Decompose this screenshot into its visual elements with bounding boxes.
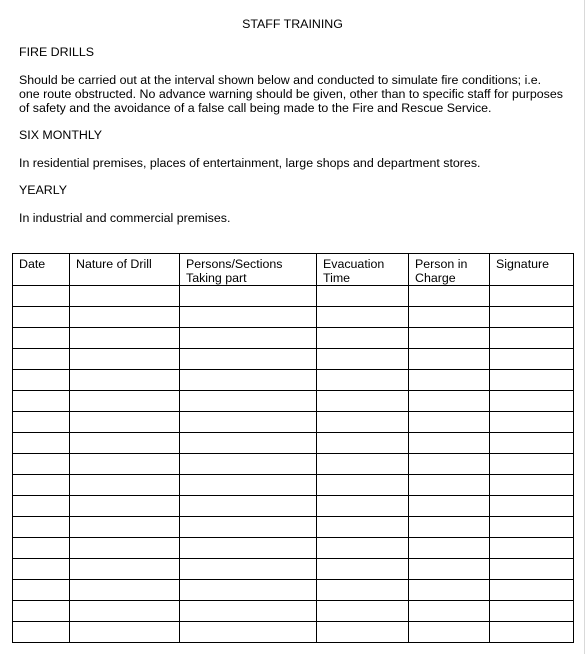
cell-persons-sections — [180, 517, 317, 538]
cell-signature — [490, 286, 574, 307]
six-monthly-heading: SIX MONTHLY — [19, 128, 103, 142]
cell-signature — [490, 496, 574, 517]
cell-date — [13, 517, 70, 538]
cell-persons-sections — [180, 307, 317, 328]
table-row — [13, 433, 574, 454]
cell-evacuation-time — [317, 307, 409, 328]
cell-date — [13, 559, 70, 580]
cell-nature-of-drill — [70, 433, 180, 454]
cell-persons-sections — [180, 328, 317, 349]
table-row — [13, 454, 574, 475]
cell-signature — [490, 412, 574, 433]
cell-persons-sections — [180, 601, 317, 622]
table-row — [13, 328, 574, 349]
cell-person-in-charge — [409, 454, 490, 475]
cell-nature-of-drill — [70, 580, 180, 601]
cell-date — [13, 349, 70, 370]
cell-person-in-charge — [409, 475, 490, 496]
cell-persons-sections — [180, 433, 317, 454]
cell-evacuation-time — [317, 286, 409, 307]
cell-persons-sections — [180, 622, 317, 643]
cell-nature-of-drill — [70, 391, 180, 412]
cell-nature-of-drill — [70, 307, 180, 328]
cell-nature-of-drill — [70, 454, 180, 475]
cell-person-in-charge — [409, 433, 490, 454]
cell-person-in-charge — [409, 601, 490, 622]
column-header-persons-sections: Persons/Sections Taking part — [180, 254, 317, 286]
cell-persons-sections — [180, 496, 317, 517]
document-title: STAFF TRAINING — [242, 17, 343, 31]
fire-drill-log-table — [12, 253, 574, 643]
cell-signature — [490, 370, 574, 391]
cell-date — [13, 286, 70, 307]
cell-evacuation-time — [317, 496, 409, 517]
column-header-evacuation-time: Evacuation Time — [317, 254, 409, 286]
cell-nature-of-drill — [70, 496, 180, 517]
cell-signature — [490, 391, 574, 412]
cell-date — [13, 475, 70, 496]
cell-date — [13, 622, 70, 643]
table-body — [13, 286, 574, 643]
table-row — [13, 538, 574, 559]
cell-person-in-charge — [409, 622, 490, 643]
cell-evacuation-time — [317, 559, 409, 580]
column-header-person-in-charge: Person in Charge — [409, 254, 490, 286]
cell-date — [13, 412, 70, 433]
cell-person-in-charge — [409, 349, 490, 370]
cell-evacuation-time — [317, 454, 409, 475]
cell-evacuation-time — [317, 412, 409, 433]
table-row — [13, 559, 574, 580]
cell-person-in-charge — [409, 328, 490, 349]
cell-person-in-charge — [409, 370, 490, 391]
cell-persons-sections — [180, 391, 317, 412]
cell-nature-of-drill — [70, 349, 180, 370]
cell-signature — [490, 349, 574, 370]
cell-date — [13, 391, 70, 412]
cell-persons-sections — [180, 349, 317, 370]
table-row — [13, 370, 574, 391]
cell-signature — [490, 517, 574, 538]
cell-date — [13, 538, 70, 559]
cell-persons-sections — [180, 454, 317, 475]
cell-persons-sections — [180, 538, 317, 559]
column-header-date: Date — [13, 254, 70, 286]
cell-evacuation-time — [317, 580, 409, 601]
cell-nature-of-drill — [70, 601, 180, 622]
cell-person-in-charge — [409, 496, 490, 517]
cell-signature — [490, 475, 574, 496]
cell-persons-sections — [180, 580, 317, 601]
cell-date — [13, 496, 70, 517]
cell-signature — [490, 433, 574, 454]
cell-person-in-charge — [409, 307, 490, 328]
cell-signature — [490, 307, 574, 328]
cell-date — [13, 370, 70, 391]
cell-date — [13, 433, 70, 454]
cell-person-in-charge — [409, 517, 490, 538]
cell-nature-of-drill — [70, 559, 180, 580]
cell-person-in-charge — [409, 538, 490, 559]
yearly-heading: YEARLY — [19, 183, 67, 197]
cell-person-in-charge — [409, 412, 490, 433]
cell-evacuation-time — [317, 601, 409, 622]
six-monthly-description: In residential premises, places of entertainment, large shops and department stores. — [19, 156, 481, 170]
table-header-row — [13, 254, 574, 286]
fire-drills-description: Should be carried out at the interval shown below and conducted to simulate fire conditions; i.e. one route obstructed. No advance warning should be given, other than to specific staff for purposes of safety and the avoidance of a false call being made to the Fire and Rescue Service. — [19, 73, 563, 115]
cell-nature-of-drill — [70, 622, 180, 643]
cell-persons-sections — [180, 475, 317, 496]
cell-date — [13, 601, 70, 622]
table-row — [13, 349, 574, 370]
fire-drills-heading: FIRE DRILLS — [19, 45, 95, 59]
table-row — [13, 412, 574, 433]
cell-evacuation-time — [317, 370, 409, 391]
cell-nature-of-drill — [70, 412, 180, 433]
cell-person-in-charge — [409, 391, 490, 412]
cell-persons-sections — [180, 370, 317, 391]
table-row — [13, 622, 574, 643]
cell-persons-sections — [180, 286, 317, 307]
cell-evacuation-time — [317, 475, 409, 496]
cell-nature-of-drill — [70, 328, 180, 349]
cell-signature — [490, 538, 574, 559]
cell-evacuation-time — [317, 433, 409, 454]
cell-date — [13, 307, 70, 328]
table-row — [13, 307, 574, 328]
table-row — [13, 580, 574, 601]
cell-signature — [490, 601, 574, 622]
cell-nature-of-drill — [70, 538, 180, 559]
cell-date — [13, 454, 70, 475]
column-header-nature-of-drill: Nature of Drill — [70, 254, 180, 286]
cell-signature — [490, 454, 574, 475]
cell-signature — [490, 328, 574, 349]
cell-evacuation-time — [317, 622, 409, 643]
cell-persons-sections — [180, 559, 317, 580]
cell-signature — [490, 559, 574, 580]
cell-signature — [490, 622, 574, 643]
table-row — [13, 391, 574, 412]
cell-evacuation-time — [317, 538, 409, 559]
cell-date — [13, 580, 70, 601]
table-row — [13, 475, 574, 496]
cell-evacuation-time — [317, 349, 409, 370]
table-row — [13, 496, 574, 517]
table-row — [13, 286, 574, 307]
cell-person-in-charge — [409, 559, 490, 580]
cell-nature-of-drill — [70, 370, 180, 391]
cell-evacuation-time — [317, 328, 409, 349]
cell-person-in-charge — [409, 580, 490, 601]
cell-nature-of-drill — [70, 286, 180, 307]
cell-person-in-charge — [409, 286, 490, 307]
cell-nature-of-drill — [70, 517, 180, 538]
cell-nature-of-drill — [70, 475, 180, 496]
cell-evacuation-time — [317, 517, 409, 538]
cell-signature — [490, 580, 574, 601]
table-row — [13, 601, 574, 622]
yearly-description: In industrial and commercial premises. — [19, 211, 231, 225]
cell-date — [13, 328, 70, 349]
table-row — [13, 517, 574, 538]
cell-persons-sections — [180, 412, 317, 433]
cell-evacuation-time — [317, 391, 409, 412]
column-header-signature: Signature — [490, 254, 574, 286]
